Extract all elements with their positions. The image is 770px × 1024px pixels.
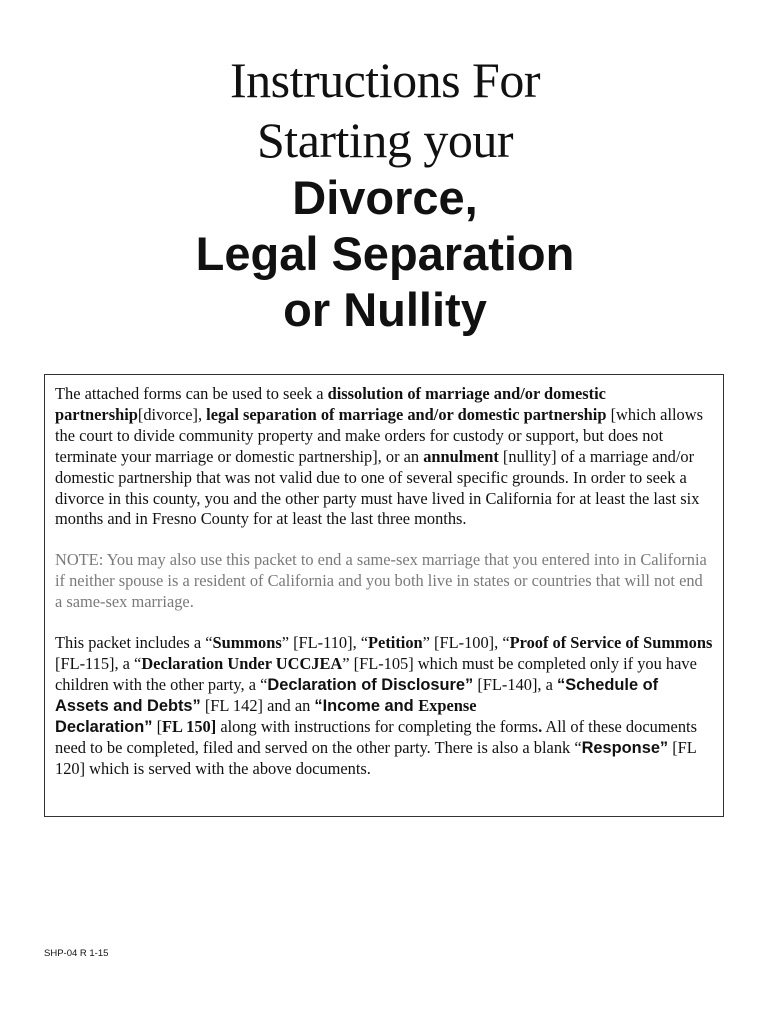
packet-text: ” [FL-100], “ — [422, 633, 510, 653]
form-code-footer: SHP-04 R 1-15 — [44, 948, 109, 959]
form-income-expense: Declaration” — [55, 717, 153, 736]
packet-text: All of these documents need to be completed, filed and served on the other party. There is also a blank “ — [55, 716, 697, 757]
intro-legal-separation: legal separation of marriage and/or domestic partnership — [206, 404, 607, 424]
form-summons: Summons — [212, 633, 282, 653]
packet-paragraph — [55, 633, 713, 779]
form-schedule-of-assets: “Schedule of Assets and Debts” — [55, 675, 659, 715]
intro-text: [nullity] of a marriage and/or domestic partnership that was not valid due to one of several specific grounds. In order to seek a divorce in this county, you and the other party must have lived in California for at least the last six months and in Fresno County for at least the last three months. — [55, 446, 700, 529]
form-uccjea: Declaration Under UCCJEA — [141, 653, 343, 673]
form-response: Response” — [581, 738, 669, 757]
packet-text: This packet includes a “ — [55, 633, 213, 653]
title-line-2: Starting your — [257, 112, 513, 168]
form-income-expense: Expense — [418, 695, 477, 715]
page-title — [0, 50, 770, 338]
packet-text: [FL-115], a “ — [55, 653, 142, 673]
packet-text: [FL-140], a — [473, 674, 558, 694]
intro-paragraph — [55, 384, 713, 530]
form-petition: Petition — [368, 633, 423, 653]
intro-text: [divorce], — [137, 404, 207, 424]
title-line-4: Legal Separation — [195, 227, 575, 280]
form-proof-of-service: Proof of Service of Summons — [509, 633, 713, 653]
packet-text: [FL 120] which is served with the above documents. — [55, 737, 697, 778]
title-line-3: Divorce, — [292, 171, 478, 224]
intro-text: [which allows the court to divide community property and make orders for custody or support, but does not terminate your marriage or domestic partnership], or an — [55, 404, 703, 466]
packet-text: [ — [152, 716, 163, 736]
instructions-box — [44, 374, 724, 817]
packet-text: along with instructions for completing the forms — [216, 716, 539, 736]
title-line-1: Instructions For — [229, 52, 541, 108]
form-fl150: FL 150] — [162, 716, 217, 736]
intro-annulment: annulment — [423, 446, 499, 466]
form-declaration-of-disclosure: Declaration of Disclosure” — [267, 675, 474, 694]
packet-text: [FL 142] and an — [200, 695, 315, 715]
intro-text: The attached forms can be used to seek a — [55, 384, 328, 403]
packet-text: ” [FL-105] which must be completed only if you have children with the other party, a “ — [55, 653, 697, 694]
intro-dissolution: dissolution of marriage and/or domestic partnership — [55, 384, 606, 424]
form-income-expense: “Income and — [314, 696, 419, 715]
packet-text: ” [FL-110], “ — [281, 633, 369, 653]
packet-text: . — [538, 716, 543, 736]
note-paragraph: NOTE: You may also use this packet to end a same-sex marriage that you entered into in California if neither spouse is a resident of California and you both live in states or countries that will not end a same-sex marriage. — [55, 550, 707, 612]
title-line-5: or Nullity — [283, 283, 487, 336]
